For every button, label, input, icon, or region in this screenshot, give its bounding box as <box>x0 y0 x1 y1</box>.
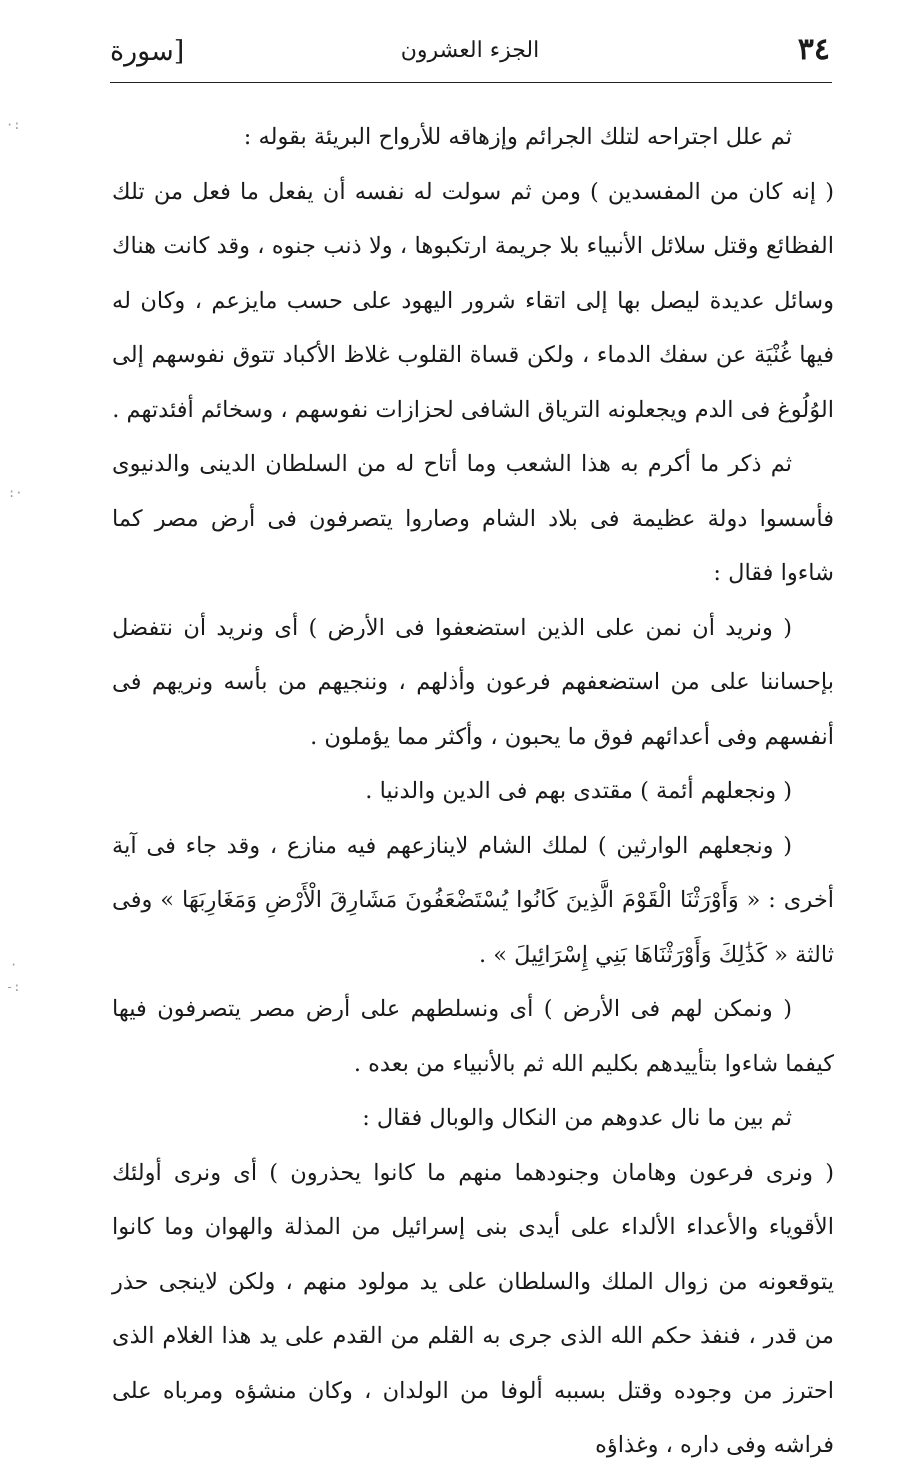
paragraph: ( ونرى فرعون وهامان وجنودهما منهم ما كانوا يحذرون ) أى ونرى أولئك الأقوياء والأعداء الألداء على أيدى بنى إسرائيل من المذلة والهوان وما كانوا يتوقعونه من زوال الملك والسلطان على يد مولود منهم ، ولكن لاينجى حذر من قدر ، فنفذ حكم الله الذى جرى به القلم من القدم على يد هذا الغلام الذى احترز من وجوده وقتل بسببه ألوفا من الولدان ، وكان منشؤه ومرباه على فراشه وفى داره ، وغذاؤه <box>112 1159 834 1458</box>
body-text <box>112 110 834 1473</box>
surah-label: [سورة <box>110 36 185 67</box>
scan-speck: · <box>10 958 18 972</box>
paragraph: ثم ذكر ما أكرم به هذا الشعب وما أتاح له من السلطان الدينى والدنيوى فأسسوا دولة عظيمة فى بلاد الشام وصاروا يتصرفون فى أرض مصر كما شاءوا فقال : <box>112 451 834 586</box>
scan-speck: :· <box>8 486 23 500</box>
paragraph: ( ونريد أن نمن على الذين استضعفوا فى الأرض ) أى ونريد أن نتفضل بإحساننا على من استضعفهم فرعون وأذلهم ، وننجيهم من بأسه ونريهم فى أنفسهم وفى أعدائهم فوق ما يحبون ، وأكثر مما يؤملون . <box>112 614 834 750</box>
scan-speck: -: <box>6 980 21 994</box>
page-number: ٣٤ <box>797 32 830 67</box>
header-divider <box>110 82 832 83</box>
scan-margin-artifacts <box>0 0 40 1311</box>
paragraph: ثم بين ما نال عدوهم من النكال والوبال فقال : <box>362 1105 792 1131</box>
paragraph: ( ونمكن لهم فى الأرض ) أى ونسلطهم على أرض مصر يتصرفون فيها كيفما شاءوا بتأييدهم بكليم الله ثم بالأنبياء من بعده . <box>112 996 834 1077</box>
paragraph: ( ونجعلهم أئمة ) مقتدى بهم فى الدين والدنيا . <box>365 778 792 804</box>
paragraph: ( إنه كان من المفسدين ) ومن ثم سولت له نفسه أن يفعل ما فعل من تلك الفظائع وقتل سلائل الأنبياء بلا جريمة ارتكبوها ، ولا ذنب جنوه ، وقد كانت هناك وسائل عديدة ليصل بها إلى اتقاء شرور اليهود على حسب مايزعم ، وكان له فيها غُنْيَة عن سفك الدماء ، ولكن قساة القلوب غلاظ الأكباد تتوق نفوسهم إلى الوُلُوغ فى الدم ويجعلونه الترياق الشافى لحزازات نفوسهم ، وسخائم أفئدتهم . <box>112 178 834 423</box>
running-title: الجزء العشرون <box>400 38 540 63</box>
paragraph: ( ونجعلهم الوارثين ) لملك الشام لاينازعهم فيه منازع ، وقد جاء فى آية أخرى : « وَأَوْرَثْنَا الْقَوْمَ الَّذِينَ كَانُوا يُسْتَضْعَفُونَ مَشَارِقَ الْأَرْضِ وَمَغَارِبَهَا » وفى ثالثة « كَذَٰلِكَ وَأَوْرَثْنَاهَا بَنِي إِسْرَائِيلَ » . <box>112 832 834 968</box>
page-header <box>110 28 830 80</box>
scan-speck: ·: <box>6 118 21 132</box>
paragraph: ثم علل اجتراحه لتلك الجرائم وإزهاقه للأرواح البريئة بقوله : <box>243 124 792 150</box>
